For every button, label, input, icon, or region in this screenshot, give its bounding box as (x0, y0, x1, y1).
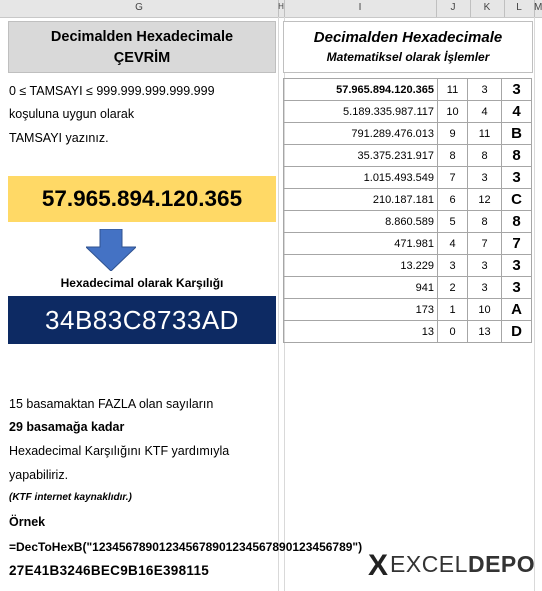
hex-digit-cell[interactable]: A (502, 299, 532, 321)
integer-input-cell[interactable]: 57.965.894.120.365 (8, 176, 276, 222)
column-header-bar (0, 0, 542, 18)
column-header-h[interactable]: H (278, 2, 284, 11)
exceldepo-logo (368, 549, 535, 583)
number-cell[interactable]: 35.375.231.917 (284, 145, 438, 167)
remainder-cell[interactable]: 8 (468, 145, 502, 167)
division-steps-table (283, 78, 532, 343)
hex-digit-cell[interactable]: 8 (502, 145, 532, 167)
remainder-cell[interactable]: 13 (468, 321, 502, 343)
instruction-range: 0 ≤ TAMSAYI ≤ 999.999.999.999.999 (9, 84, 215, 98)
table-row (284, 167, 532, 189)
quotient-power-cell[interactable]: 2 (438, 277, 468, 299)
remainder-cell[interactable]: 7 (468, 233, 502, 255)
quotient-power-cell[interactable]: 8 (438, 145, 468, 167)
hex-digit-cell[interactable]: 4 (502, 101, 532, 123)
quotient-power-cell[interactable]: 7 (438, 167, 468, 189)
quotient-power-cell[interactable]: 9 (438, 123, 468, 145)
hex-result-cell[interactable]: 34B83C8733AD (8, 296, 276, 344)
remainder-cell[interactable]: 11 (468, 123, 502, 145)
number-cell[interactable]: 13.229 (284, 255, 438, 277)
number-cell[interactable]: 471.981 (284, 233, 438, 255)
hex-digit-cell[interactable]: B (502, 123, 532, 145)
math-steps-title-line1: Decimalden Hexadecimale (313, 29, 503, 46)
instruction-enter: TAMSAYI yazınız. (9, 131, 109, 145)
column-header-j[interactable]: J (450, 2, 456, 13)
table-row (284, 277, 532, 299)
remainder-cell[interactable]: 4 (468, 101, 502, 123)
hex-digit-cell[interactable]: 8 (502, 211, 532, 233)
number-cell[interactable]: 5.189.335.987.117 (284, 101, 438, 123)
number-cell[interactable]: 173 (284, 299, 438, 321)
remainder-cell[interactable]: 3 (468, 255, 502, 277)
example-result: 27E41B3246BEC9B16E398115 (9, 563, 210, 578)
table-row (284, 123, 532, 145)
column-header-l[interactable]: L (516, 2, 522, 13)
table-row (284, 255, 532, 277)
quotient-power-cell[interactable]: 5 (438, 211, 468, 233)
number-cell[interactable]: 8.860.589 (284, 211, 438, 233)
hex-label: Hexadecimal olarak Karşılığı (60, 276, 224, 290)
table-row (284, 101, 532, 123)
quotient-power-cell[interactable]: 0 (438, 321, 468, 343)
quotient-power-cell[interactable]: 11 (438, 79, 468, 101)
logo-excel: EXCEL (390, 551, 468, 577)
note-more-than-15: 15 basamaktan FAZLA olan sayıların (9, 397, 214, 411)
number-cell[interactable]: 13 (284, 321, 438, 343)
remainder-cell[interactable]: 3 (468, 79, 502, 101)
quotient-power-cell[interactable]: 6 (438, 189, 468, 211)
instruction-condition: koşuluna uygun olarak (9, 107, 135, 121)
conversion-title-line1: Decimalden Hexadecimale (50, 29, 234, 45)
number-cell[interactable]: 210.187.181 (284, 189, 438, 211)
table-row (284, 189, 532, 211)
column-header-i[interactable]: I (358, 2, 362, 13)
logo-x-icon: X (368, 549, 389, 582)
conversion-title (8, 21, 276, 73)
remainder-cell[interactable]: 3 (468, 277, 502, 299)
number-cell[interactable]: 791.289.476.013 (284, 123, 438, 145)
number-cell[interactable]: 941 (284, 277, 438, 299)
number-cell[interactable]: 1.015.493.549 (284, 167, 438, 189)
math-steps-title-line2: Matematiksel olarak İşlemler (326, 50, 490, 64)
hex-digit-cell[interactable]: 3 (502, 167, 532, 189)
example-formula: =DecToHexB("123456789012345678901234567890123456789") (9, 540, 363, 554)
remainder-cell[interactable]: 3 (468, 167, 502, 189)
remainder-cell[interactable]: 10 (468, 299, 502, 321)
math-steps-title (283, 21, 533, 73)
remainder-cell[interactable]: 12 (468, 189, 502, 211)
quotient-power-cell[interactable]: 3 (438, 255, 468, 277)
table-row (284, 321, 532, 343)
number-cell[interactable]: 57.965.894.120.365 (284, 79, 438, 101)
quotient-power-cell[interactable]: 10 (438, 101, 468, 123)
quotient-power-cell[interactable]: 1 (438, 299, 468, 321)
column-header-g[interactable]: G (135, 2, 143, 13)
column-header-m[interactable]: M (534, 2, 542, 13)
note-ktf-source: (KTF internet kaynaklıdır.) (9, 492, 132, 503)
arrow-down-icon (86, 229, 136, 276)
note-possible: yapabiliriz. (9, 468, 69, 482)
hex-digit-cell[interactable]: 3 (502, 255, 532, 277)
hex-digit-cell[interactable]: 7 (502, 233, 532, 255)
column-header-k[interactable]: K (483, 2, 491, 13)
table-row (284, 79, 532, 101)
remainder-cell[interactable]: 8 (468, 211, 502, 233)
table-row (284, 233, 532, 255)
example-label: Örnek (9, 515, 46, 529)
hex-digit-cell[interactable]: C (502, 189, 532, 211)
hex-digit-cell[interactable]: D (502, 321, 532, 343)
hex-digit-cell[interactable]: 3 (502, 79, 532, 101)
table-row (284, 145, 532, 167)
quotient-power-cell[interactable]: 4 (438, 233, 468, 255)
table-row (284, 299, 532, 321)
logo-depo: DEPO (467, 551, 536, 577)
note-ktf: Hexadecimal Karşılığını KTF yardımıyla (9, 444, 230, 458)
note-up-to-29: 29 basamağa kadar (9, 420, 125, 434)
table-row (284, 211, 532, 233)
hex-digit-cell[interactable]: 3 (502, 277, 532, 299)
conversion-title-line2: ÇEVRİM (113, 50, 171, 66)
